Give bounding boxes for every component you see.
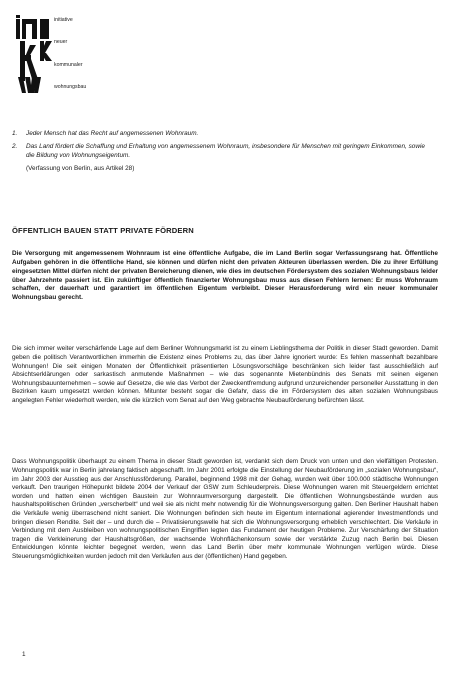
section-heading: ÖFFENTLICH BAUEN STATT PRIVATE FÖRDERN xyxy=(12,226,194,235)
logo-word-neuer: neuer xyxy=(54,39,68,45)
constitution-item xyxy=(12,129,432,138)
constitution-source: (Verfassung von Berlin, aus Artikel 28) xyxy=(26,165,135,172)
logo-word-kommunaler: kommunaler xyxy=(54,62,83,68)
logo-word-wohnungsbau: wohnungsbau xyxy=(54,84,87,90)
constitution-item-text: Jeder Mensch hat das Recht auf angemessenen Wohnraum. xyxy=(26,130,199,137)
lead-paragraph: Die Versorgung mit angemessenem Wohnraum ist eine öffentliche Aufgabe, die im Land Berlin sogar Verfassungsrang hat. Öffentliche Aufgaben gehören in die öffentliche Hand, sie können und dürfen nicht den privaten Akteuren überlassen werden. Die zu ihrer Erfüllung eingesetzten Mittel dürfen nicht der privaten Bereicherung dienen, wie dies im deutschen Fördersystem des sozialen Wohnungsbaus leider über Jahrzehnte passiert ist. Ein zukünftiger öffentlich finanzierter Wohnungsbau muss aus diesen Fehlern lernen: Er muss Wohnraum schaffen, der dauerhaft und garantiert im öffentlichen Eigentum verbleibt. Dieser Herausforderung wird ein neuer kommunaler Wohnungsbau gerecht. xyxy=(12,250,438,301)
constitution-quote xyxy=(12,129,432,173)
page-number: 1 xyxy=(22,651,26,658)
constitution-item-number: 1. xyxy=(12,130,18,137)
constitution-item-number: 2. xyxy=(12,143,18,150)
body-paragraph-2: Dass Wohnungspolitik überhaupt zu einem Thema in dieser Stadt geworden ist, verdankt sich dem Druck von unten und den vielfältigen Protesten. Wohnungspolitik war in Berlin jahrelang faktisch abgeschafft. Im Jahr 2001 erfolgte die Einstellung der Neubauförderung im „sozialen Wohnungsbau“, im Jahr 2003 der Ausstieg aus der Anschlussförderung. Parallel, beginnend 1998 mit der Gehag, wurden weit über 100.000 städtische Wohnungen verkauft. Den traurigen Höhepunkt bildete 2004 der Verkauf der GSW zum Schleuderpreis. Diese Wohnungen waren mit Steuergeldern errichtet worden und hatten einen wichtigen Baustein zur Wohnraumversorgung dargestellt. Die öffentlichen Wohnungsbestände wurden aus haushaltspolitischen Gründen „verscherbelt“ und weil sie als nicht mehr notwendig für die Wohnungsversorgung galten. Den Berliner Haushalt haben die Verkäufe wenig überraschend nicht saniert. Die Wohnungen befinden sich heute im Eigentum international agierender Investmentfonds und bringen diesen Rendite. Seit der – und durch die – Privatisierungswelle hat sich die Wohnungsversorgung erheblich verschlechtert. Die Verkäufe in Verbindung mit dem Ausbleiben von wohnungspolitischen Eingriffen legten das Fundament der heutigen Probleme. Zur Verschärfung der Situation tragen die Verkleinerung der Haushaltsgrößen, der wachsende Wohnflächenkonsum sowie der verstärkte Zuzug nach Berlin bei. Diesen Entwicklungen könnte leichter begegnet werden, wenn das Land Berlin über mehr kommunale Wohnungen verfügen würde. Diese Steuerungsmöglichkeiten wurden jedoch mit den Verkäufen aus der (öffentlichen) Hand gegeben. xyxy=(12,458,438,560)
constitution-item xyxy=(12,142,432,160)
constitution-item-text: Das Land fördert die Schaffung und Erhaltung von angemessenem Wohnraum, insbesondere für Menschen mit geringem Einkommen, sowie die Bildung von Wohnungseigentum. xyxy=(26,143,425,159)
inkw-logo xyxy=(16,15,136,95)
logo-word-initiative: initiative xyxy=(54,17,73,23)
inkw-logo-mark xyxy=(16,15,56,95)
body-paragraph-1: Die sich immer weiter verschärfende Lage auf dem Berliner Wohnungsmarkt ist zu einem Lieblingsthema der Politik in dieser Stadt geworden. Damit geben die politisch Verantwortlichen immerhin die Existenz eines Problems zu, das über Jahre ignoriert wurde: Es fehlen massenhaft bezahlbare Wohnungen! Die seit einigen Monaten der Öffentlichkeit präsentierten Lösungsvorschläge beschränken sich leider fast ausschließlich auf Absichtserklärungen oder sarkastisch anmutende Maßnahmen – wie das sogenannte Mietenbündnis des Senats mit seinen eigenen Wohnungsbauunternehmen – sowie auf Gesetze, die wie das Verbot der Zweckentfremdung aufgrund unzureichender personeller Ausstattung in den Bezirken kaum umgesetzt werden können. Mitunter besteht sogar die Gefahr, dass die im Fördersystem des alten sozialen Wohnungsbaus angelegten Fehler wiederholt werden, wie die kürzlich vom Senat auf den Weg gebrachte Neubauförderung befürchten lässt. xyxy=(12,345,438,404)
